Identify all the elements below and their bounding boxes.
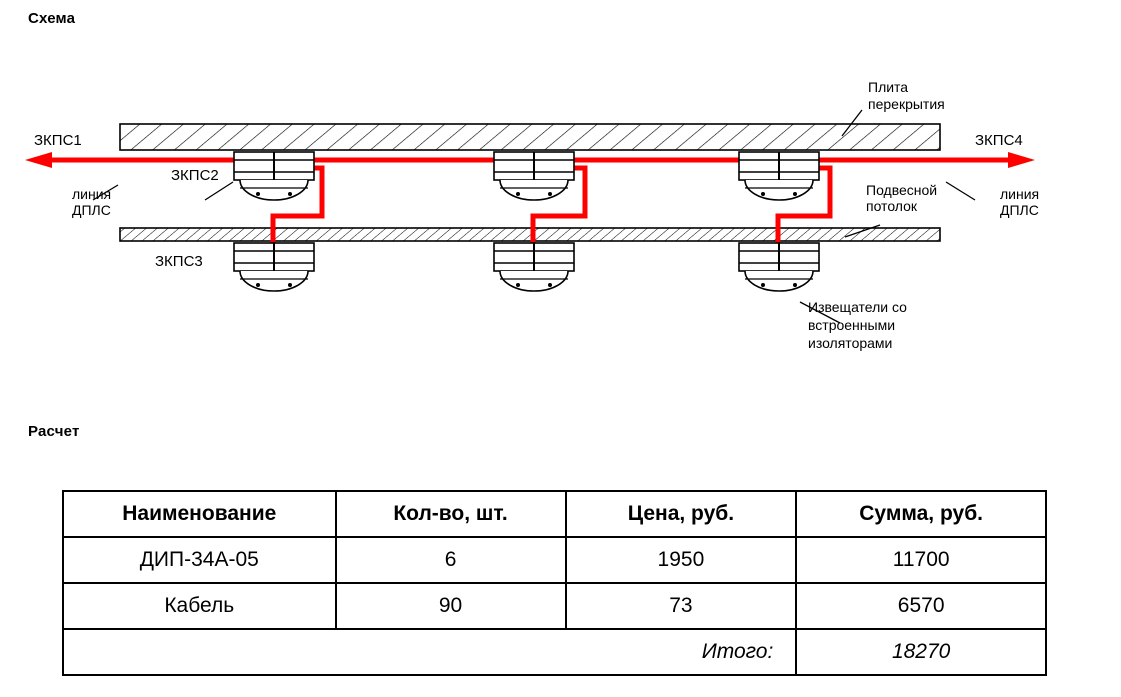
- detector-upper-2: [494, 152, 574, 200]
- cell-name: ДИП-34А-05: [63, 537, 336, 583]
- label-zkps2: ЗКПС2: [171, 167, 219, 184]
- calculation-table: [62, 490, 1047, 676]
- ceiling-slab: [120, 124, 940, 150]
- column-header-sum: Сумма, руб.: [796, 491, 1046, 537]
- cell-price: 73: [566, 583, 797, 629]
- column-header-qty: Кол-во, шт.: [336, 491, 566, 537]
- label-dpls-left-line1: линия: [72, 186, 112, 202]
- detector-lower-1: [234, 243, 314, 291]
- column-header-name: Наименование: [63, 491, 336, 537]
- cell-sum: 6570: [796, 583, 1046, 629]
- label-slab-line1: Плита: [868, 79, 909, 95]
- scheme-diagram: [0, 40, 1121, 410]
- label-detectors-line1: Извещатели со: [808, 299, 907, 315]
- label-dpls-right-line1: линия: [1000, 186, 1040, 202]
- scheme-svg: [0, 40, 1121, 410]
- label-zkps3: ЗКПС3: [155, 253, 203, 270]
- total-label: Итого:: [63, 629, 796, 675]
- label-slab-line2: перекрытия: [868, 96, 945, 112]
- detector-upper-1: [234, 152, 314, 200]
- suspended-ceiling: [120, 228, 940, 241]
- detector-upper-3: [739, 152, 819, 200]
- cell-qty: 90: [336, 583, 566, 629]
- label-suspended-ceiling-line2: потолок: [866, 198, 918, 214]
- label-suspended-ceiling-line1: Подвесной: [866, 182, 938, 198]
- label-detectors-line2: встроенными: [808, 317, 896, 333]
- label-zkps1: ЗКПС1: [34, 132, 82, 149]
- detector-lower-3: [739, 243, 819, 291]
- table-row: [63, 583, 1046, 629]
- table-row: [63, 537, 1046, 583]
- scheme-section-title: Схема: [28, 10, 76, 27]
- detector-lower-2: [494, 243, 574, 291]
- cell-price: 1950: [566, 537, 797, 583]
- table-total-row: [63, 629, 1046, 675]
- label-zkps4: ЗКПС4: [975, 132, 1023, 149]
- cell-sum: 11700: [796, 537, 1046, 583]
- cell-qty: 6: [336, 537, 566, 583]
- cell-name: Кабель: [63, 583, 336, 629]
- table-header-row: [63, 491, 1046, 537]
- column-header-price: Цена, руб.: [566, 491, 797, 537]
- label-dpls-right-line2: ДПЛС: [1000, 202, 1039, 218]
- total-value: 18270: [796, 629, 1046, 675]
- label-dpls-left-line2: ДПЛС: [72, 202, 111, 218]
- calc-section-title: Расчет: [28, 423, 80, 440]
- label-detectors-line3: изоляторами: [808, 335, 893, 351]
